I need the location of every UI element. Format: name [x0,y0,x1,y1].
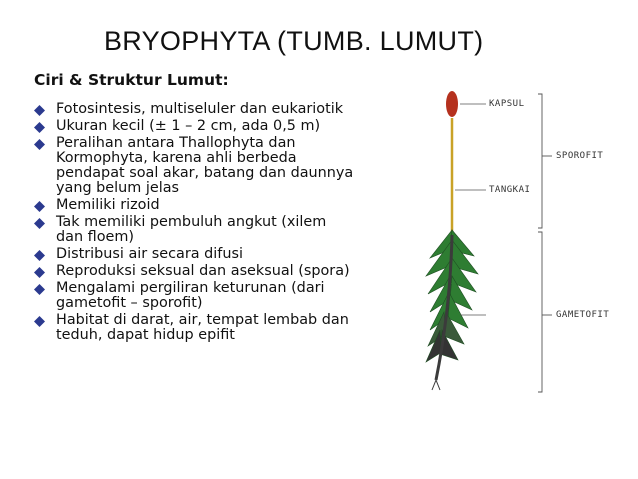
bullet-text: Habitat di darat, air, tempat lembab dan teduh, dapat hidup epifit [56,312,349,343]
bullet-text: Ukuran kecil (± 1 – 2 cm, ada 0,5 m) [56,118,321,134]
bullet-text: Distribusi air secara difusi [56,246,243,262]
bullet-text: Mengalami pergiliran keturunan (dari gametofit – sporofit) [56,280,325,311]
diamond-bullet-icon [34,139,45,150]
list-item [34,313,414,343]
diamond-bullet-icon [34,267,45,278]
diamond-bullet-icon [34,284,45,295]
moss-diagram [410,80,635,400]
sporofit-bracket [538,94,542,228]
bullet-text: Tak memiliki pembuluh angkut (xilem dan floem) [56,214,327,245]
list-item [34,264,414,279]
list-item [34,136,414,196]
moss-capsule [446,91,458,117]
label-kapsul: KAPSUL [489,99,525,109]
diamond-bullet-icon [34,218,45,229]
list-item [34,119,414,134]
diamond-bullet-icon [34,316,45,327]
slide-title: BRYOPHYTA (TUMB. LUMUT) [104,26,484,56]
list-item [34,198,414,213]
diamond-bullet-icon [34,201,45,212]
bullet-text: Peralihan antara Thallophyta dan Kormophyta, karena ahli berbeda pendapat soal akar, batang dan daunnya yang belum jelas [56,135,354,196]
gametofit-bracket [538,232,542,392]
section-heading: Ciri & Struktur Lumut: [34,71,229,89]
diamond-bullet-icon [34,122,45,133]
list-item [34,281,414,311]
diamond-bullet-icon [34,250,45,261]
moss-illustration [410,80,635,400]
diamond-bullet-icon [34,105,45,116]
label-sporofit: SPOROFIT [556,151,604,161]
label-tangkai: TANGKAI [489,185,531,195]
bullet-list [34,102,414,345]
bullet-text: Fotosintesis, multiseluler dan eukariotik [56,101,344,117]
label-gametofit: GAMETOFIT [556,310,610,320]
bullet-text: Reproduksi seksual dan aseksual (spora) [56,263,350,279]
list-item [34,247,414,262]
bullet-text: Memiliki rizoid [56,197,160,213]
list-item [34,215,414,245]
list-item [34,102,414,117]
